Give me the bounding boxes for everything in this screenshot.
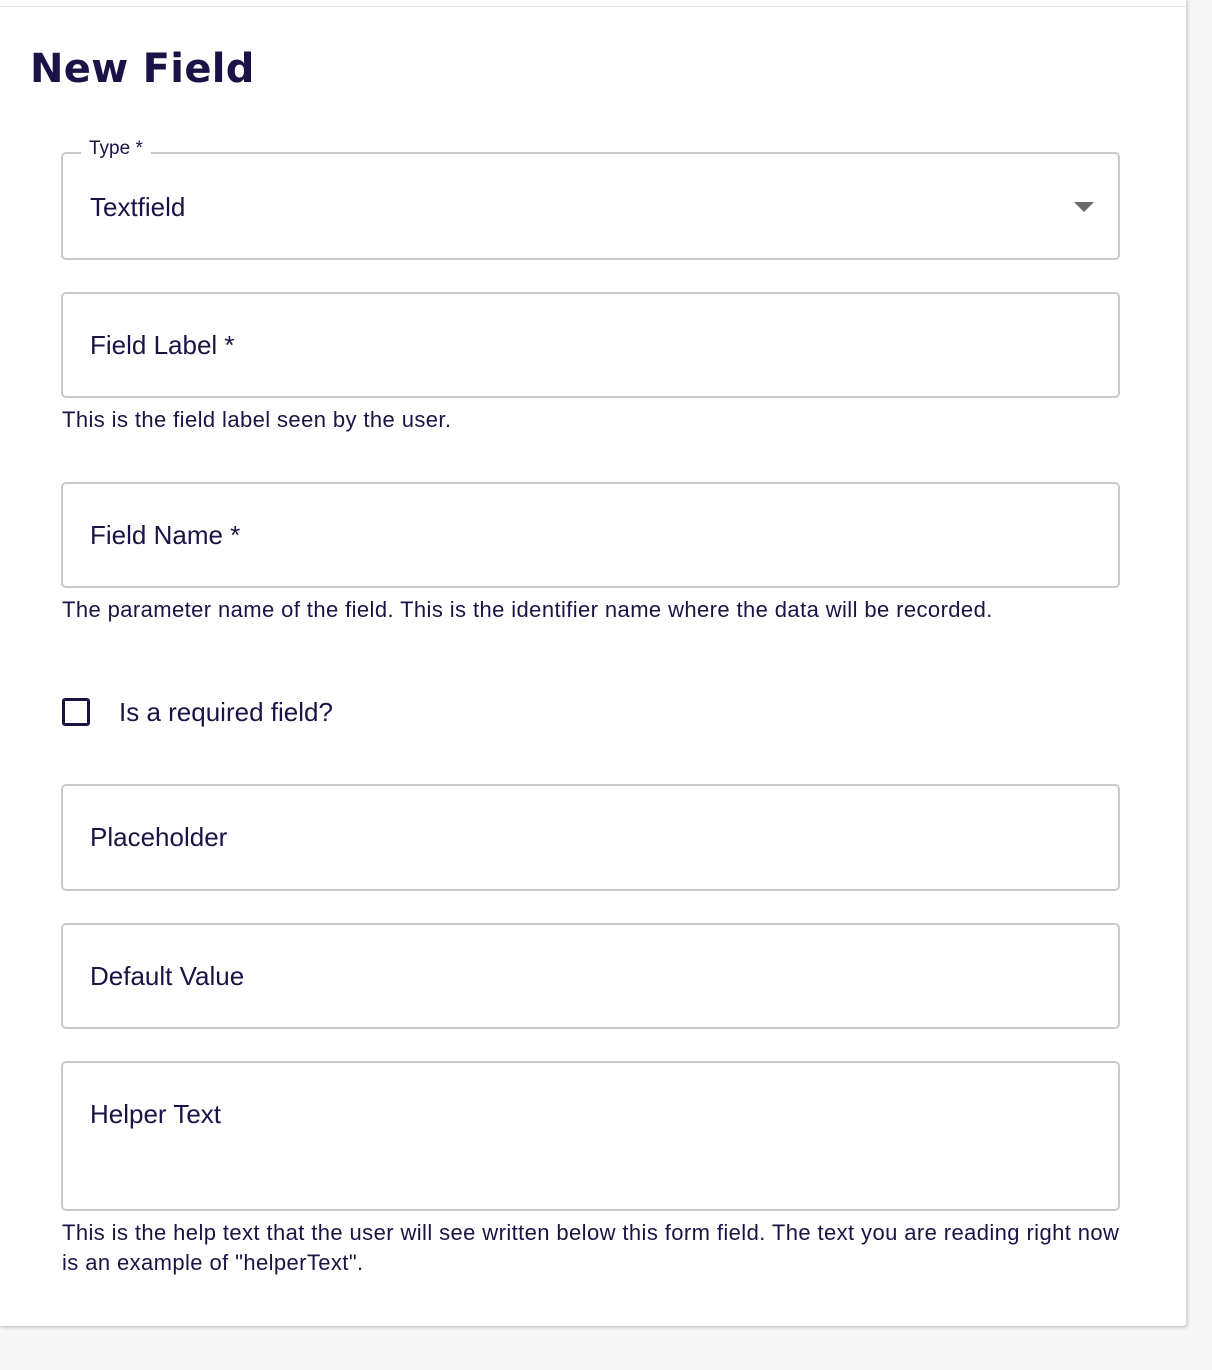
default-value-input[interactable]	[61, 923, 1120, 1029]
required-field-checkbox[interactable]	[62, 698, 90, 726]
top-divider	[0, 6, 1186, 7]
type-select-value: Textfield	[90, 192, 186, 222]
helper-text-helper-text: This is the help text that the user will see written below this form field. The text you are reading right now is an example of "helperText".	[62, 1220, 1120, 1275]
type-select[interactable]	[61, 138, 1120, 260]
placeholder-input[interactable]	[61, 784, 1120, 891]
helper-text-textarea[interactable]	[61, 1061, 1120, 1211]
type-select-label: Type *	[81, 138, 151, 160]
default-value-input-label: Default Value	[90, 961, 245, 991]
required-field-checkbox-label: Is a required field?	[119, 696, 333, 727]
placeholder-input-label: Placeholder	[90, 822, 228, 852]
required-field-checkbox-row[interactable]	[62, 694, 333, 730]
field-label-input-label: Field Label *	[90, 330, 235, 360]
field-name-helper-text: The parameter name of the field. This is the identifier name where the data will be recorded.	[62, 597, 993, 622]
helper-text-textarea-label: Helper Text	[90, 1099, 222, 1129]
field-name-input-label: Field Name *	[90, 520, 241, 550]
field-label-input[interactable]	[61, 292, 1120, 398]
arrow-drop-down-icon[interactable]	[1074, 202, 1094, 212]
field-label-helper-text: This is the field label seen by the user.	[62, 407, 452, 432]
page-title: New Field	[30, 46, 255, 92]
field-name-input[interactable]	[61, 482, 1120, 588]
